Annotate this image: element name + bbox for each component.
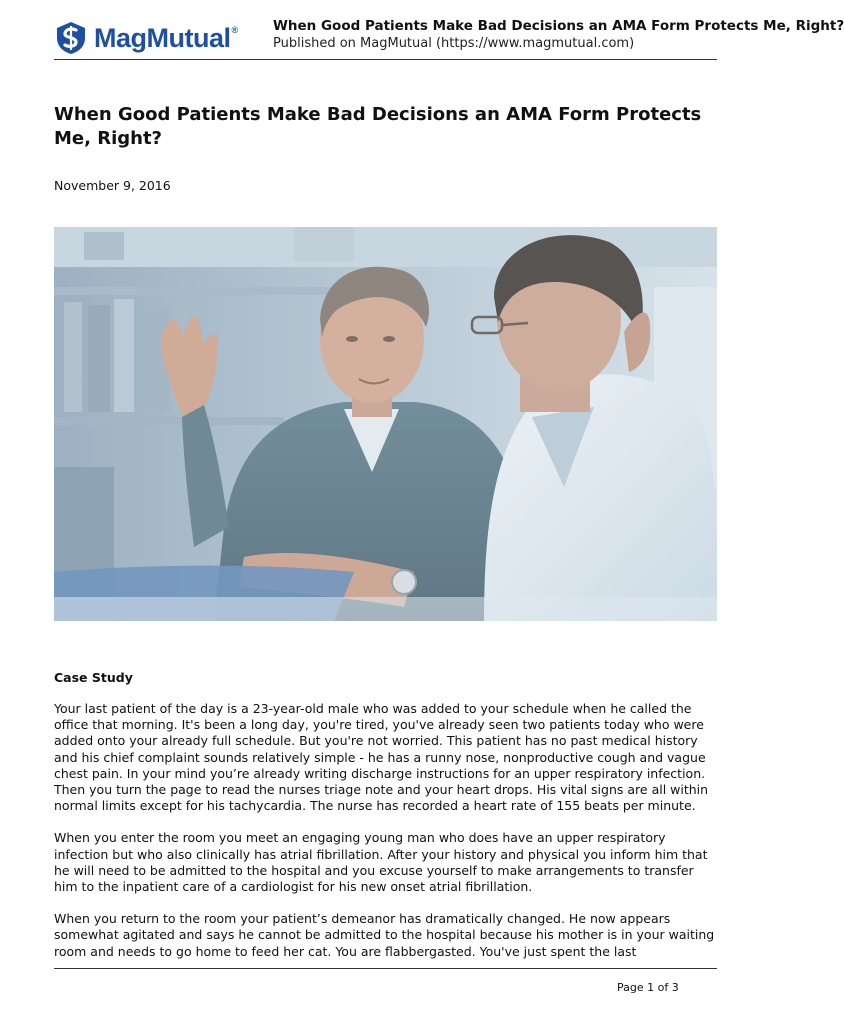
paragraph: Your last patient of the day is a 23-year-old male who was added to your schedule when he called the office that morning. It's been a long day, you're tired, you've already seen two patients today who were added onto your already full schedule. But you're not worried. This patient has no past medical history and his chief complaint sounds relatively simple - he has a runny nose, nonproductive cough and vague chest pain. In your mind you’re already writing discharge instructions for an upper respiratory infection. Then you turn the page to read the nurses triage note and your heart drops. His vital signs are all within normal limits except for his tachycardia. The nurse has recorded a heart rate of 155 beats per minute. [54, 701, 709, 814]
header-published: Published on MagMutual (https://www.magmutual.com) [273, 36, 635, 51]
magmutual-logo[interactable] [54, 18, 259, 58]
hero-image-doctor-patient [54, 227, 717, 621]
paragraph: When you enter the room you meet an engaging young man who does have an upper respiratory infection but who also clinically has atrial fibrillation. After your history and physical you inform him that he will need to be admitted to the hospital and you excuse yourself to make arrangements to transfer him to the inpatient care of a cardiologist for his new onset atrial fibrillation. [54, 830, 708, 895]
section-heading-case-study: Case Study [54, 670, 133, 685]
page-number: Page 1 of 3 [617, 981, 679, 994]
article-date: November 9, 2016 [54, 178, 171, 193]
article-body [54, 701, 720, 976]
magmutual-shield-icon [54, 21, 88, 55]
paragraph: When you return to the room your patient’s demeanor has dramatically changed. He now appears somewhat agitated and says he cannot be admitted to the hospital because his mother is in your waiting room and needs to go home to feed her cat. You are flabbergasted. You've just spent the last [54, 911, 715, 959]
footer-divider [54, 968, 717, 969]
header-meta [273, 18, 844, 53]
header-title: When Good Patients Make Bad Decisions an AMA Form Protects Me, Right? [273, 18, 844, 34]
article-title: When Good Patients Make Bad Decisions an AMA Form Protects Me, Right? [54, 104, 702, 149]
logo-text: MagMutual® [94, 22, 238, 53]
page-header [54, 14, 844, 60]
